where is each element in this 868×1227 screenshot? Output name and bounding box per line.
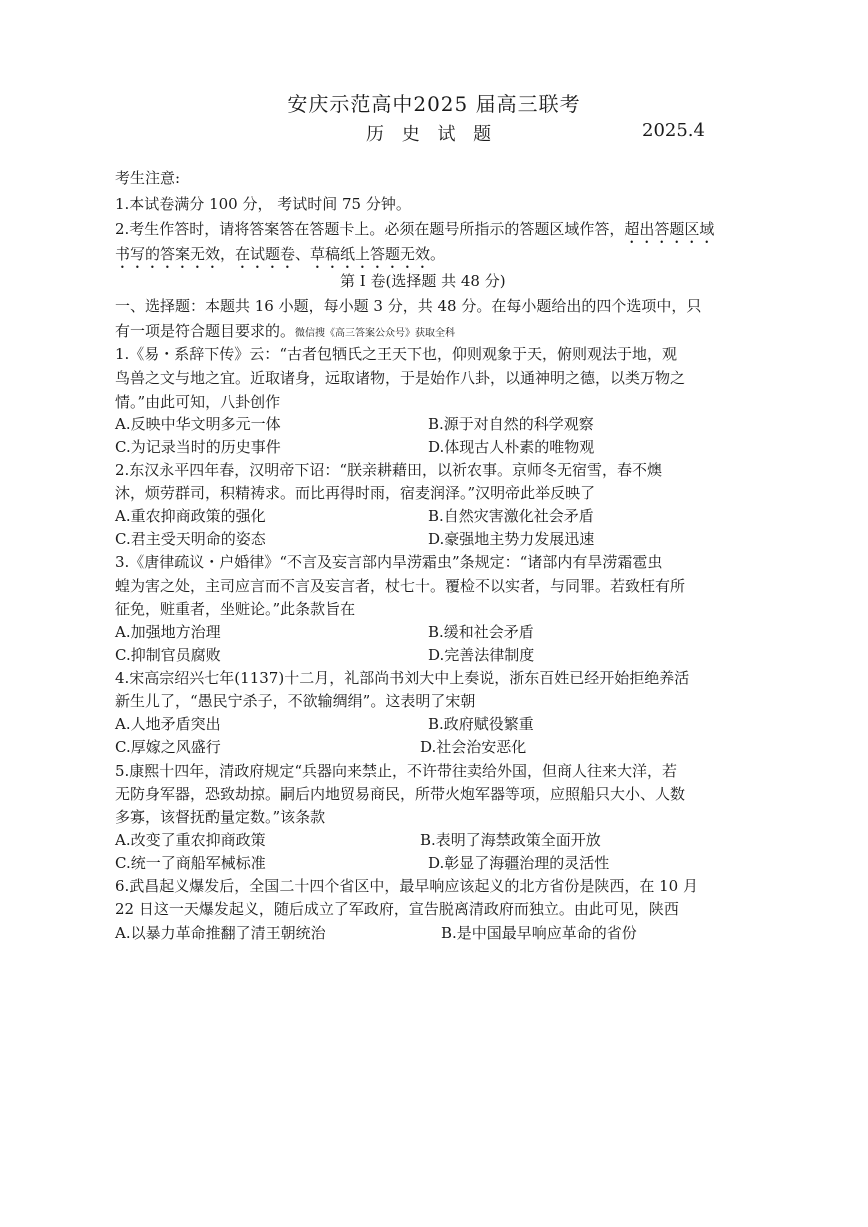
q6-option-b: B.是中国最早响应革命的省份 — [441, 924, 637, 942]
q4-line-2: 新生儿了，“愚民宁杀子，不欲输绸绢”。这表明了宋朝 — [115, 692, 476, 710]
q3-option-b: B.缓和社会矛盾 — [428, 623, 534, 641]
q1-line-2: 鸟兽之文与地之宜。近取诸身，远取诸物，于是始作八卦，以通神明之德，以类万物之 — [115, 369, 686, 387]
section-instruction-2-text: 有一项是符合题目要求的。 — [115, 322, 296, 340]
q5-line-1: 5.康熙十四年，清政府规定“兵器向来禁止，不许带往卖给外国，但商人往来大洋，若 — [115, 762, 677, 780]
q3-line-1: 3.《唐律疏议・户婚律》“不言及妄言部内旱涝霜虫”条规定：“诸部内有旱涝霜雹虫 — [115, 553, 663, 571]
q2-option-b: B.自然灾害激化社会矛盾 — [428, 507, 594, 525]
q4-option-a: A.人地矛盾突出 — [115, 715, 221, 733]
section-instruction-2 — [115, 320, 455, 345]
q1-line-3: 情。”由此可知，八卦创作 — [115, 393, 281, 411]
section-instruction-1: 一、选择题：本题共 16 小题，每小题 3 分，共 48 分。在每小题给出的四个选项中，只 — [115, 297, 702, 315]
q5-option-b: B.表明了海禁政策全面开放 — [420, 831, 601, 849]
q1-option-c: C.为记录当时的历史事件 — [115, 438, 281, 456]
q4-option-b: B.政府赋役繁重 — [428, 715, 534, 733]
q4-line-1: 4.宋高宗绍兴七年(1137)十二月，礼部尚书刘大中上奏说，浙东百姓已经开始拒绝养活 — [115, 669, 690, 687]
notice-line-2-text: 2.考生作答时，请将答案答在答题卡上。必须在题号所指示的答题区域作答， — [115, 220, 625, 238]
notice-line-3-end: 。 — [430, 245, 446, 263]
q3-line-3: 征免，赃重者，坐赃论。”此条款旨在 — [115, 600, 356, 618]
q5-option-c: C.统一了商船军械标准 — [115, 854, 266, 872]
q6-option-a: A.以暴力革命推翻了清王朝统治 — [115, 924, 326, 942]
q3-line-2: 蝗为害之处，主司应言而不言及妄言者，杖七十。覆检不以实者，与同罪。若致枉有所 — [115, 577, 686, 595]
q6-line-2: 22 日这一天爆发起义，随后成立了军政府，宣告脱离清政府而独立。由此可见，陕西 — [115, 900, 679, 918]
q2-line-1: 2.东汉永平四年春，汉明帝下诏：“朕亲耕藉田，以祈农事。京师冬无宿雪，春不燠 — [115, 461, 662, 479]
notice-line-3-emphasis-b: 在试题卷、草稿纸上答题无效 — [235, 245, 431, 263]
notice-line-3 — [115, 243, 445, 272]
q2-option-c: C.君主受天明命的姿态 — [115, 530, 266, 548]
q5-line-3: 多寡，该督抚酌量定数。”该条款 — [115, 808, 326, 826]
q1-option-b: B.源于对自然的科学观察 — [428, 415, 594, 433]
q6-line-1: 6.武昌起义爆发后，全国二十四个省区中，最早响应该起义的北方省份是陕西，在 10 月 — [115, 877, 698, 895]
q4-option-c: C.厚嫁之风盛行 — [115, 738, 221, 756]
exam-date: 2025.4 — [642, 120, 705, 141]
q1-option-a: A.反映中华文明多元一体 — [115, 415, 281, 433]
q5-option-d: D.彰显了海疆治理的灵活性 — [428, 854, 610, 872]
notice-line-1: 1.本试卷满分 100 分， 考试时间 75 分钟。 — [115, 195, 411, 213]
q2-option-a: A.重农抑商政策的强化 — [115, 507, 266, 525]
notice-line-3-emphasis-a: 书写的答案无效 — [115, 245, 221, 263]
q4-option-d: D.社会治安恶化 — [420, 738, 527, 756]
q1-option-d: D.体现古人朴素的唯物观 — [428, 438, 595, 456]
watermark-text: 微信搜《高三答案公众号》获取全科 — [295, 328, 456, 339]
q2-line-2: 沐，烦劳群司，积精祷求。而比再得时雨，宿麦润泽。”汉明帝此举反映了 — [115, 484, 596, 502]
notice-heading: 考生注意: — [115, 169, 181, 187]
q2-option-d: D.豪强地主势力发展迅速 — [428, 530, 595, 548]
exam-subject: 历 史 试 题 — [366, 124, 498, 145]
q1-line-1: 1.《易・系辞下传》云：“古者包牺氏之王天下也，仰则观象于天，俯则观法于地，观 — [115, 345, 677, 363]
notice-line-3-sep: ， — [220, 245, 236, 263]
q5-option-a: A.改变了重农抑商政策 — [115, 831, 266, 849]
q5-line-2: 无防身军器，恐致劫掠。嗣后内地贸易商民，所带火炮军器等项，应照船只大小、人数 — [115, 785, 686, 803]
q3-option-d: D.完善法律制度 — [428, 646, 535, 664]
q3-option-c: C.抑制官员腐败 — [115, 646, 221, 664]
notice-line-2-emphasis: 超出答题区域 — [624, 220, 715, 238]
q3-option-a: A.加强地方治理 — [115, 623, 221, 641]
section-title: 第 I 卷(选择题 共 48 分) — [340, 272, 506, 290]
exam-title: 安庆示范高中2025 届高三联考 — [287, 92, 581, 116]
